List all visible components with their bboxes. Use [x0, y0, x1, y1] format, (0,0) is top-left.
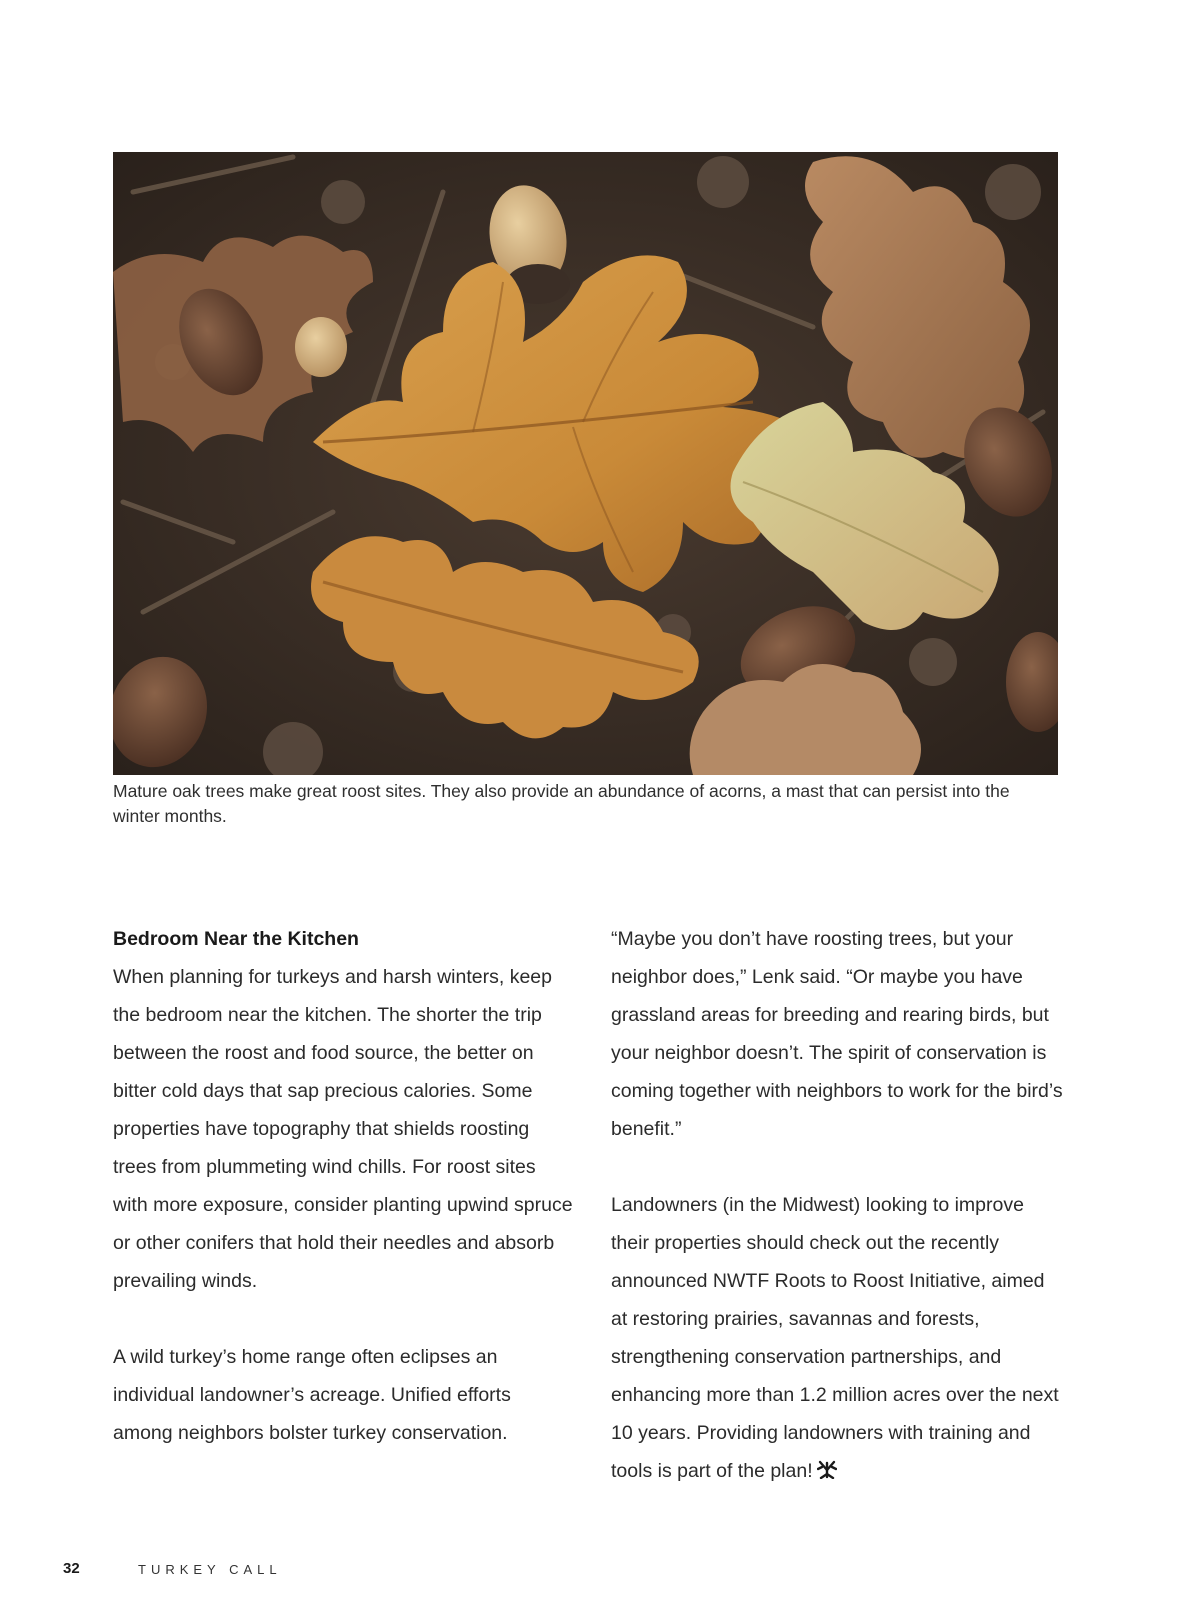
oak-leaves-illustration — [113, 152, 1058, 775]
body-paragraph: “Maybe you don’t have roosting trees, but your neighbor does,” Lenk said. “Or maybe you have grassland areas for breeding and rearing birds, but your neighbor doesn’t. The spirit of conservation is coming together with neighbors to work for the bird’s benefit.” — [611, 928, 1063, 1140]
left-column — [113, 920, 573, 1452]
photo-caption: Mature oak trees make great roost sites. They also provide an abundance of acorns, a mast that can persist into the winter months. — [113, 781, 1010, 826]
page-number: 32 — [63, 1560, 80, 1577]
body-paragraph: When planning for turkeys and harsh winters, keep the bedroom near the kitchen. The shorter the trip between the roost and food source, the better on bitter cold days that sap precious calories. Some properties have topography that shields roosting trees from plummeting wind chills. For roost sites with more exposure, consider planting upwind spruce or other conifers that hold their needles and absorb prevailing winds. — [113, 966, 573, 1292]
body-paragraph: A wild turkey’s home range often eclipses an individual landowner’s acreage. Unified efforts among neighbors bolster turkey conservation. — [113, 1346, 511, 1444]
body-paragraph-text: Landowners (in the Midwest) looking to improve their properties should check out the recently announced NWTF Roots to Roost Initiative, aimed at restoring prairies, savannas and forests, strengthening conservation partnerships, and enhancing more than 1.2 million acres over the next 10 years. Providing landowners with training and tools is part of the plan! — [611, 1194, 1059, 1482]
right-column — [611, 920, 1066, 1490]
body-paragraph-last — [611, 1186, 1066, 1490]
section-heading: Bedroom Near the Kitchen — [113, 928, 359, 950]
turkey-track-end-icon — [817, 1459, 837, 1479]
oak-leaves-photo — [113, 152, 1058, 775]
publication-name: TURKEY CALL — [138, 1562, 282, 1577]
